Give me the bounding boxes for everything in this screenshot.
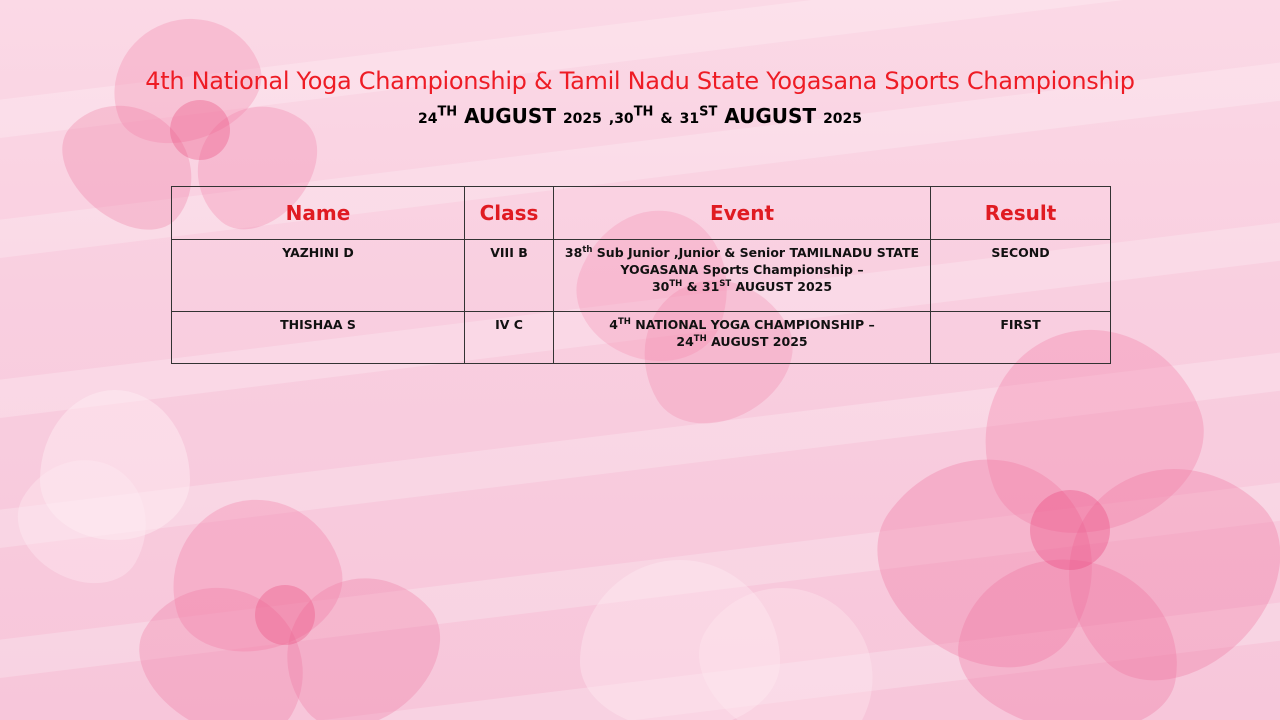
page-title: 4th National Yoga Championship & Tamil Nadu State Yogasana Sports Championship <box>145 67 1135 95</box>
table-row <box>172 240 1111 312</box>
cell-result: FIRST <box>931 312 1111 364</box>
table-row <box>172 312 1111 364</box>
cell-result: SECOND <box>931 240 1111 312</box>
header-row <box>172 187 1111 240</box>
cell-event: 38th Sub Junior ,Junior & Senior TAMILNADU STATE YOGASANA Sports Championship – 30TH & 31ST AUGUST 2025 <box>554 240 931 312</box>
results-table <box>171 186 1111 364</box>
cell-name: YAZHINI D <box>172 240 465 312</box>
header-event: Event <box>554 187 931 240</box>
event-dates: 24TH AUGUST 2025 ,30TH & 31ST AUGUST 2025 <box>417 104 863 128</box>
header-result: Result <box>931 187 1111 240</box>
header-name: Name <box>172 187 465 240</box>
header-class: Class <box>465 187 554 240</box>
cell-class: VIII B <box>465 240 554 312</box>
cell-event: 4TH NATIONAL YOGA CHAMPIONSHIP – 24TH AUGUST 2025 <box>554 312 931 364</box>
cell-name: THISHAA S <box>172 312 465 364</box>
cell-class: IV C <box>465 312 554 364</box>
